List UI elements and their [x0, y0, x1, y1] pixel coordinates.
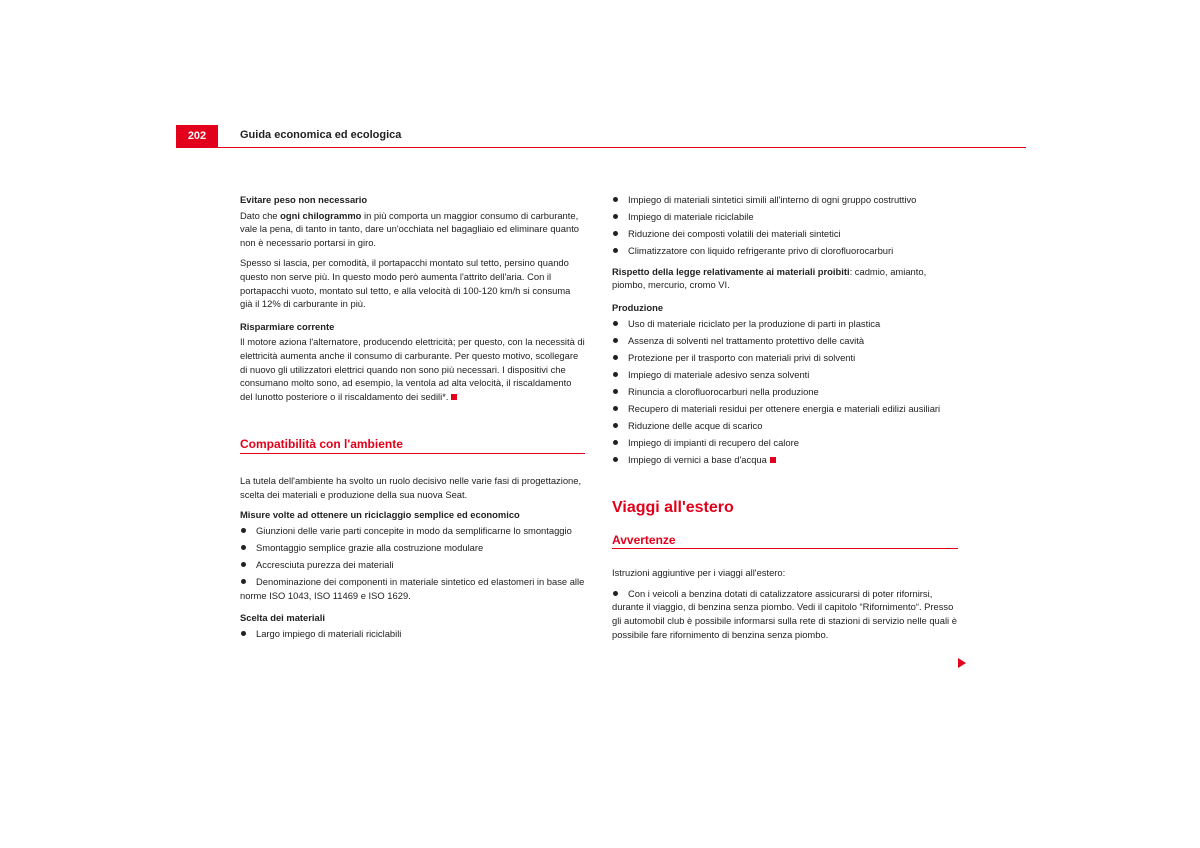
heading-evitare-peso: Evitare peso non necessario [240, 194, 368, 205]
bold-run: ogni chilogrammo [280, 209, 362, 221]
list-item: Impiego di materiale adesivo senza solventi [612, 368, 958, 382]
list-item: Largo impiego di materiali riciclabili [240, 627, 585, 641]
continue-arrow-icon [958, 658, 966, 668]
list-item: Impiego di impianti di recupero del calore [612, 436, 958, 450]
heading-produzione: Produzione [612, 302, 664, 314]
list-item: Con i veicoli a benzina dotati di catalizzatore assicurarsi di poter rifornirsi, durante il viaggio, di benzina senza piombo. Vedi il capitolo “Rifornimento“. Presso gli automobil club è possibile informarsi sulla rete di stazioni di servizio nelle quali è possibile fare rifornimento di benzina senza piombo. [612, 587, 957, 640]
heading-scelta-materiali: Scelta dei materiali [240, 612, 325, 624]
list-viaggi [612, 587, 958, 641]
list-item [612, 453, 958, 467]
list-item: Riduzione dei composti volatili dei materiali sintetici [612, 227, 958, 241]
heading-riciclaggio: Misure volte ad ottenere un riciclaggio semplice ed economico [240, 509, 520, 521]
text-run: Impiego di vernici a base d'acqua [628, 454, 767, 466]
text-run: in più comporta un maggior consumo di carburante, vale la pena, di tanto in tanto, dare un'occhiata nel bagagliaio ed eliminare quanto non è necessario portarsi in giro. [240, 209, 580, 248]
header-rule [176, 147, 1026, 148]
section-title-compatibilita: Compatibilità con l'ambiente [240, 438, 585, 454]
list-item: Smontaggio semplice grazie alla costruzione modulare [240, 541, 585, 555]
list-item: Impiego di materiali sintetici simili all'interno di ogni gruppo costruttivo [612, 193, 958, 207]
end-of-section-icon [451, 394, 457, 400]
paragraph-viaggi-intro: Istruzioni aggiuntive per i viaggi all'estero: [612, 567, 786, 579]
list-item: Protezione per il trasporto con materiali privi di solventi [612, 351, 958, 365]
list-item: Uso di materiale riciclato per la produzione di parti in plastica [612, 317, 958, 331]
list-riciclaggio [240, 524, 585, 602]
header-title: Guida economica ed ecologica [240, 129, 402, 141]
right-column [612, 193, 958, 648]
list-item: Assenza di solventi nel trattamento protettivo delle cavità [612, 334, 958, 348]
end-of-section-icon [770, 457, 776, 463]
page-header [176, 125, 1026, 148]
paragraph-legge [612, 265, 958, 292]
text-run: Il motore aziona l'alternatore, producendo elettricità; per questo, con la necessità di elettricità aumenta anche il consumo di carburante. Per questo motivo, scollegare di nuovo gli utilizzatori elettrici quando non sono più necessari. I dispositivi che consumano molto sono, ad esempio, la ventola ad alta velocità, il riscaldamento del lunotto posteriore o il riscaldamento dei sedili*. [240, 336, 585, 402]
paragraph-peso-2: Spesso si lascia, per comodità, il portapacchi montato sul tetto, persino quando questo non serve più. In questo modo però aumenta l'attrito dell'aria. Con il portapacchi vuoto, montato sul tetto, e alla velocità di 100-120 km/h si consuma già il 12% di carburante in più. [240, 257, 571, 310]
list-item: Accresciuta purezza dei materiali [240, 558, 585, 572]
list-materiali [612, 193, 958, 258]
list-scelta-materiali [240, 627, 585, 641]
list-produzione [612, 317, 958, 467]
text-run: : cadmio, amianto, piombo, mercurio, cromo VI. [612, 265, 927, 291]
text-run: Dato che [240, 209, 281, 221]
list-item: Denominazione dei componenti in materiale sintetico ed elastomeri in base alle norme ISO 1043, ISO 11469 e ISO 1629. [240, 575, 585, 601]
heading-risparmiare-corrente: Risparmiare corrente [240, 320, 335, 332]
section-title-avvertenze: Avvertenze [612, 534, 958, 550]
list-item: Recupero di materiali residui per ottenere energia e materiali edilizi ausiliari [612, 402, 958, 416]
list-item: Climatizzatore con liquido refrigerante privo di clorofluorocarburi [612, 244, 958, 258]
list-item: Impiego di materiale riciclabile [612, 210, 958, 224]
paragraph-corrente [240, 335, 585, 403]
list-item: Rinuncia a clorofluorocarburi nella produzione [612, 385, 958, 399]
list-item: Riduzione delle acque di scarico [612, 419, 958, 433]
bold-run: Rispetto della legge relativamente ai materiali proibiti [612, 265, 850, 277]
list-item: Giunzioni delle varie parti concepite in modo da semplificarne lo smontaggio [240, 524, 585, 538]
page-number: 202 [176, 125, 218, 147]
paragraph-peso-1 [240, 209, 585, 250]
chapter-title-viaggi: Viaggi all'estero [612, 499, 734, 516]
paragraph-ambiente-intro: La tutela dell'ambiente ha svolto un ruolo decisivo nelle varie fasi di progettazione, scelta dei materiali e produzione della sua nuova Seat. [240, 474, 582, 500]
left-column [240, 193, 585, 647]
